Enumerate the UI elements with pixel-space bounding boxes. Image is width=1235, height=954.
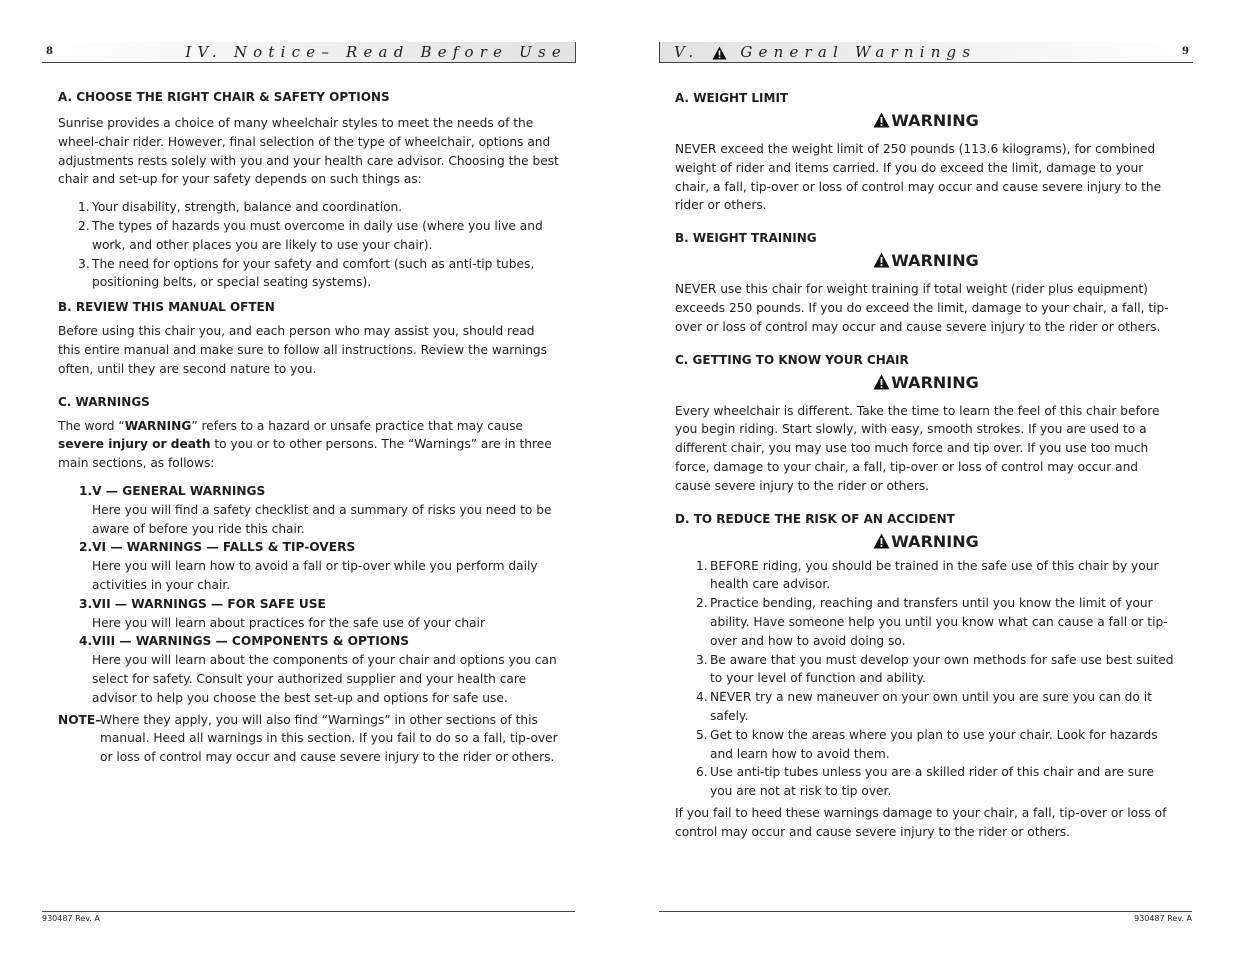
list-item: 1.V — GENERAL WARNINGS Here you will find a safety checklist and a summary of risks you need to be aware of before you ride this chair. bbox=[79, 483, 552, 536]
section-a-body: NEVER exceed the weight limit of 250 pounds (113.6 kilograms), for combined weight of rider and items carried. If you do exceed the limit, damage to your chair, a fall, tip-over or loss of control may occur and cause severe injury to the rider or others. bbox=[675, 142, 1162, 213]
list-item: 4. NEVER try a new maneuver on your own until you are sure you can do it safely. bbox=[696, 690, 1152, 723]
footer bbox=[659, 911, 1192, 923]
section-a-body: Sunrise provides a choice of many wheelchair styles to meet the needs of the wheel-chair rider. However, final selection of the type of wheelchair, options and adjustments rests solely with you and your health care advisor. Choosing the best chair and set-up for your safety depends on such things as: bbox=[58, 116, 559, 187]
right-header-bar bbox=[659, 42, 1193, 63]
list-item: 5. Get to know the areas where you plan to use your chair. Look for hazards and learn how to avoid them. bbox=[696, 727, 1158, 761]
section-c-title: C. WARNINGS bbox=[58, 394, 150, 409]
footer-text: 930487 Rev. A bbox=[1134, 914, 1192, 923]
warning-label: WARNING bbox=[675, 111, 1177, 131]
left-header-bar bbox=[42, 42, 576, 63]
list-item: 2.VI — WARNINGS — FALLS & TIP-OVERS Here you will learn how to avoid a fall or tip-over while you perform daily activities in your chair. bbox=[79, 540, 538, 592]
right-content bbox=[675, 89, 1177, 842]
section-a-title: A. CHOOSE THE RIGHT CHAIR & SAFETY OPTIONS bbox=[58, 90, 390, 104]
warning-triangle-icon bbox=[873, 252, 890, 268]
warning-triangle-icon bbox=[873, 374, 890, 390]
warning-label: WARNING bbox=[675, 251, 1177, 271]
section-d-title: D. TO REDUCE THE RISK OF AN ACCIDENT bbox=[675, 511, 955, 526]
warning-sections-list bbox=[58, 482, 560, 708]
warning-triangle-icon bbox=[712, 46, 727, 60]
list-item: 1. BEFORE riding, you should be trained in the safe use of this chair by your health care advisor. bbox=[696, 558, 1159, 592]
left-page bbox=[0, 0, 617, 954]
section-c-title: C. GETTING TO KNOW YOUR CHAIR bbox=[675, 352, 909, 367]
section-c-body: The word “WARNING” refers to a hazard or unsafe practice that may cause severe injury or death to you or to other persons. The “Warnings” are in three main sections, as follows: bbox=[58, 418, 552, 471]
list-item: 2. Practice bending, reaching and transfers until you know the limit of your ability. Have someone help you until you know what can cause a fall or tip-over and how to avoid doing so. bbox=[696, 596, 1168, 648]
note-text: Where they apply, you will also find “Warnings” in other sections of this manual. Heed all warnings in this section. If you fail to do so a fall, tip-over or loss of control may occur and cause severe injury to the rider or others. bbox=[100, 712, 558, 765]
note bbox=[58, 711, 560, 767]
page-title: V. General Warnings bbox=[674, 43, 977, 61]
left-content bbox=[58, 88, 560, 767]
list-item: 6. Use anti-tip tubes unless you are a skilled rider of this chair and are sure you are not at risk to tip over. bbox=[696, 765, 1155, 799]
right-page bbox=[617, 0, 1235, 954]
warning-triangle-icon bbox=[873, 533, 890, 549]
list-item: 3.VII — WARNINGS — FOR SAFE USE Here you will learn about practices for the safe use of your chair bbox=[79, 596, 485, 630]
warning-triangle-icon bbox=[873, 112, 890, 128]
section-b-title: B. WEIGHT TRAINING bbox=[675, 231, 817, 246]
page-number: 9 bbox=[1182, 46, 1189, 57]
list-item: 3. Be aware that you must develop your own methods for safe use best suited to your level of function and ability. bbox=[696, 652, 1174, 686]
section-b-body: Before using this chair you, and each person who may assist you, should read this entire manual and make sure to follow all instructions. Review the warnings often, until they are second nature to you. bbox=[58, 324, 548, 376]
section-a-title: A. WEIGHT LIMIT bbox=[675, 91, 789, 105]
section-c-body: Every wheelchair is different. Take the time to learn the feel of this chair before you begin riding. Start slowly, with easy, smooth strokes. If you are used to a different chair, you may use too much force and tip over. If you use too much force, damage to your chair, a fall, tip-over or loss of control may occur and cause severe injury to the rider or others. bbox=[675, 403, 1160, 493]
section-d-list bbox=[675, 557, 1177, 801]
page-number: 8 bbox=[46, 46, 53, 57]
warning-label: WARNING bbox=[675, 373, 1177, 393]
list-item: 2. The types of hazards you must overcome in daily use (where you live and work, and other places you are likely to use your chair). bbox=[78, 218, 543, 252]
list-item: 3. The need for options for your safety and comfort (such as anti-tip tubes, positioning belts, or special seating systems). bbox=[78, 256, 535, 290]
section-a-list bbox=[58, 198, 560, 292]
note-label: NOTE– bbox=[58, 712, 102, 727]
page-title: IV. Notice– Read Before Use bbox=[185, 43, 567, 61]
section-d-closing: If you fail to heed these warnings damage to your chair, a fall, tip-over or loss of control may occur and cause severe injury to the rider or others. bbox=[675, 805, 1167, 839]
section-b-title: B. REVIEW THIS MANUAL OFTEN bbox=[58, 300, 275, 315]
footer bbox=[42, 911, 575, 923]
section-b-body: NEVER use this chair for weight training if total weight (rider plus equipment) exceeds 250 pounds. If you do exceed the limit, damage to your chair, a fall, tip-over or loss of control may occur and cause severe injury to the rider or others. bbox=[675, 282, 1169, 334]
list-item: 1. Your disability, strength, balance and coordination. bbox=[78, 200, 403, 215]
warning-label: WARNING bbox=[675, 532, 1177, 552]
list-item: 4.VIII — WARNINGS — COMPONENTS & OPTIONS Here you will learn about the components of your chair and options you can select for safety. Consult your authorized supplier and your health care advisor to help you choose the best set-up and options for safe use. bbox=[79, 634, 557, 705]
footer-text: 930487 Rev. A bbox=[42, 914, 100, 923]
